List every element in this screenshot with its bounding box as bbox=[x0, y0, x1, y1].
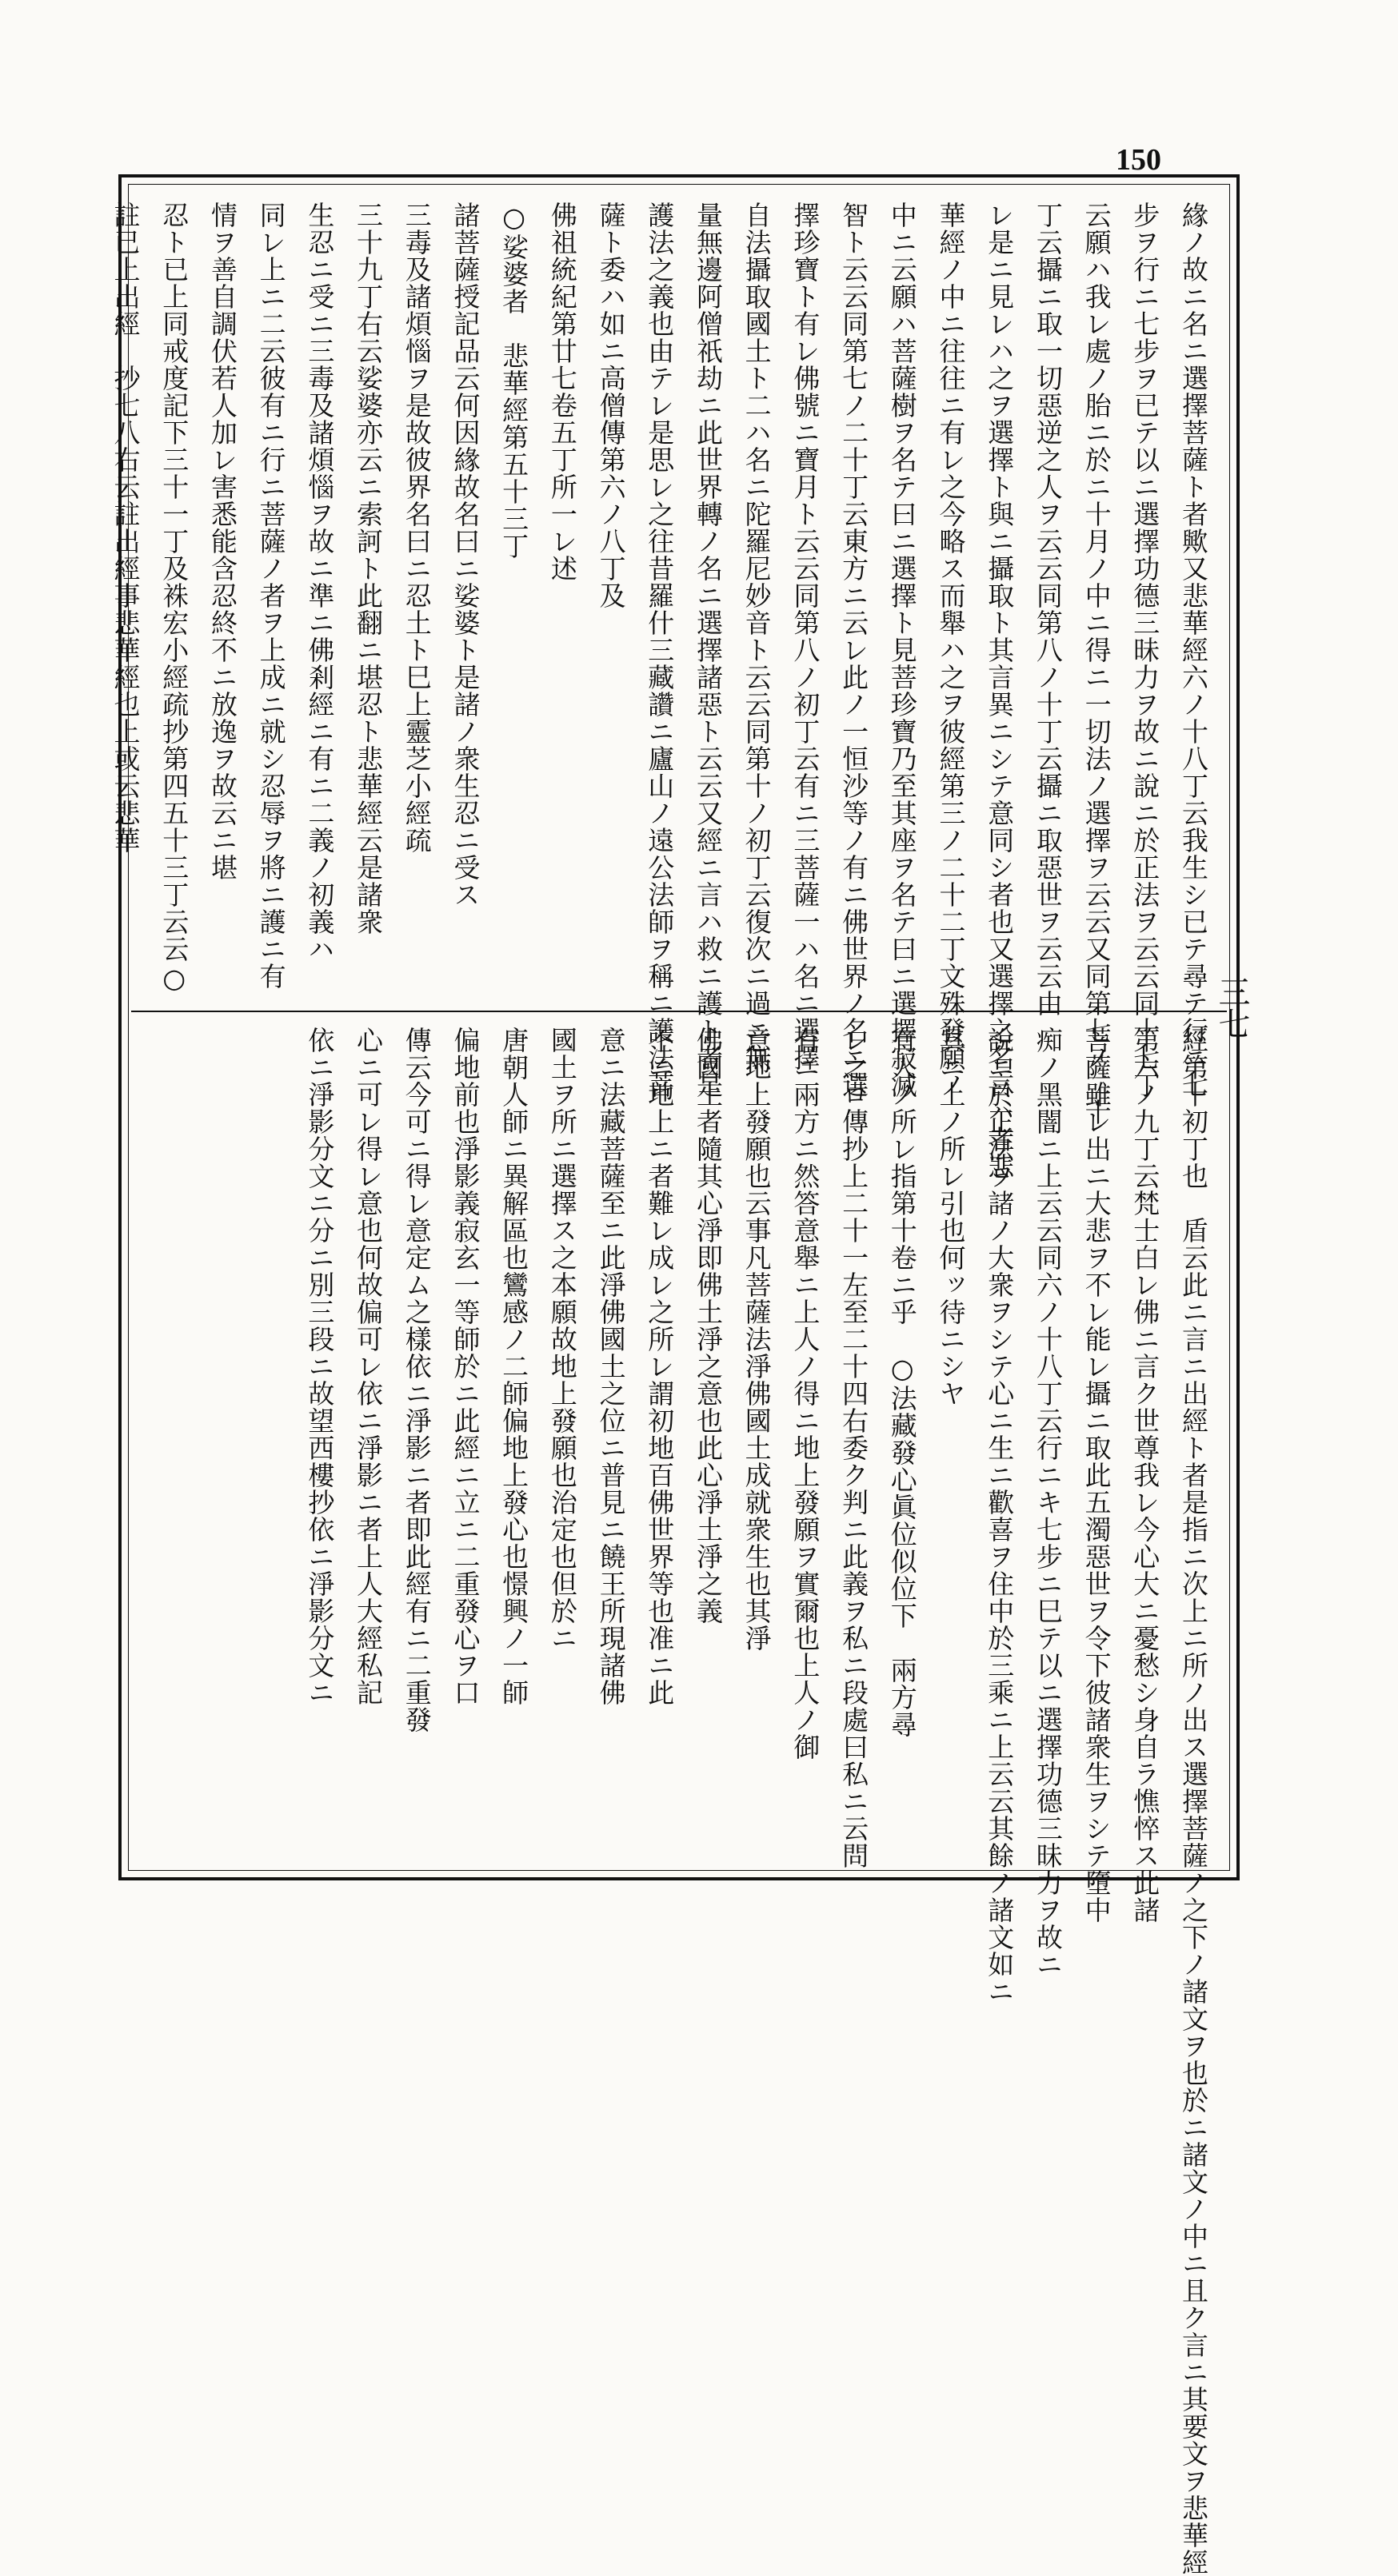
text-column: 不ニ地上ニ者難レ成レ之所レ謂初地百佛世界等也准ニ此 bbox=[644, 1027, 676, 1706]
text-column: 第六ノ九丁云梵士白レ佛ニ言ク世尊我レ今心大ニ憂愁シ身自ラ憔悴ス此諸 bbox=[1129, 1027, 1161, 1924]
section-divider bbox=[131, 1011, 1227, 1012]
text-column: 三十九丁右云娑婆亦云ニ索訶ト此翻ニ堪忍ト悲華經云是諸衆 bbox=[353, 201, 385, 935]
text-column: レ之ロ傳抄上二十一左至二十四右委ク判ニ此義ヲ私ニ段處曰私ニ云問 bbox=[838, 1027, 870, 1869]
text-column: 自法攝取國土ト二ハ名ニ陀羅尼妙音ト云云同第十ノ初丁云復次ニ過ニ無 bbox=[741, 201, 773, 1071]
text-column: 步ヲ行ニ七步ヲ已テ以ニ選擇功德三昧力ヲ故ニ說ニ於正法ヲ云云同十七丁 bbox=[1129, 201, 1161, 1099]
page-frame bbox=[110, 174, 1240, 2576]
text-column: 護法之義也由テレ是思レ之往昔羅什三藏讚ニ廬山ノ遠公法師ヲ稱ニ護法菩 bbox=[644, 201, 676, 1099]
text-column: 意ニ法藏菩薩至ニ此淨佛國土之位ニ普見ニ饒王所現諸佛 bbox=[595, 1027, 627, 1706]
text-column: 偏地前也淨影義寂玄一等師於ニ此經ニ立ニ二重發心ヲ口 bbox=[449, 1027, 481, 1706]
page-number: 150 bbox=[1116, 143, 1161, 177]
text-column: 佛國土者隨其心淨即佛土淨之意也此心淨土淨之義 bbox=[692, 1027, 724, 1625]
text-column: 云願ハ我レ處ノ胎ニ於ニ十月ノ中ニ得ニ一切法ノ選擇ヲ云云又同第七ノ二十 bbox=[1080, 201, 1112, 1126]
text-column: 心ニ可レ得レ意也何故偏可レ依ニ淨影ニ者上人大經私記 bbox=[353, 1027, 385, 1706]
text-column: 諸菩薩授記品云何因緣故名曰ニ娑婆ト是諸ノ衆生忍ニ受ス bbox=[449, 201, 481, 908]
text-column: 量無邊阿僧祇劫ニ此世界轉ノ名ニ選擇諸惡ト云云又經ニ言ハ救ニ護ト者是 bbox=[692, 201, 724, 1099]
text-column: 擇珍寶ト有レ佛號ニ寶月ト云云同第八ノ初丁云有ニ三菩薩一ハ名ニ選擇 bbox=[789, 201, 821, 1071]
text-column: 佛祖統紀第廿七卷五丁所一レ述 bbox=[546, 201, 578, 582]
text-column: 生忍ニ受ニ三毒及諸煩惱ヲ故ニ準ニ佛剎經ニ有ニ二義ノ初義ハ bbox=[304, 201, 336, 963]
text-column: 意地上發願也云事凡菩薩法淨佛國土成就衆生也其淨 bbox=[741, 1027, 773, 1652]
text-column: レ是ニ見レハ之ヲ選擇ト與ニ攝取ト其言異ニシテ意同シ者也又選擇之名言ハ者悲 bbox=[984, 201, 1016, 1180]
text-column: 三毒及諸煩惱ヲ是故彼界名曰ニ忍土ト巳上靈芝小經疏 bbox=[401, 201, 433, 854]
text-column: 具ニ上ノ所レ引也何ッ待ニシヤ bbox=[935, 1027, 967, 1407]
folio-number: 三七 bbox=[1213, 975, 1250, 1039]
text-column: 菩薩雖レ出ニ大悲ヲ不レ能レ攝ニ取此五濁惡世ヲ令下彼諸衆生ヲシテ墮中 bbox=[1080, 1027, 1112, 1924]
text-column: 國土ヲ所ニ選擇ス之本願故地上發願也治定也但於ニ bbox=[546, 1027, 578, 1652]
text-column: 有ニ兩方ニ然答意舉ニ上人ノ得ニ地上發願ヲ實爾也上人ノ御 bbox=[789, 1027, 821, 1761]
text-column: 忍ト已上同戒度記下三十一丁及袾宏小經疏抄第四五十三丁云云○ bbox=[158, 201, 190, 995]
text-column: 有人ノ所レ指第十卷ニ乎 ○法藏發心眞位似位下 兩方尋 bbox=[886, 1027, 918, 1738]
text-column: 中ニ云願ハ菩薩樹ヲ名テ曰ニ選擇ト見菩珍寶乃至其座ヲ名テ曰ニ選擇寂滅 bbox=[886, 201, 918, 1099]
text-column: 註已上出經 抄七八右云註出經事悲華經也上或云悲華 bbox=[110, 201, 142, 854]
text-column: 緣ノ故ニ名ニ選擇菩薩ト者歟又悲華經六ノ十八丁云我生シ已テ尋テ行ニ七 bbox=[1178, 201, 1209, 1099]
lower-text-block bbox=[146, 1027, 1217, 2576]
text-column: 智ト云云同第七ノ二十丁云東方ニ云レ此ノ一恒沙等ノ有ニ佛世界ノ名ニ選 bbox=[838, 201, 870, 1099]
upper-text-block bbox=[110, 201, 1217, 1180]
text-column: ○娑婆者 悲華經第五十三丁 bbox=[498, 201, 530, 560]
text-column: 依ニ淨影分文ニ分ニ別三段ニ故望西樓抄依ニ淨影分文ニ bbox=[304, 1027, 336, 1706]
text-column: 情ヲ善自調伏若人加レ害悉能含忍終不ニ放逸ヲ故云ニ堪 bbox=[206, 201, 238, 881]
text-column: 丁云攝ニ取一切惡逆之人ヲ云云同第八ノ十丁云攝ニ取惡世ヲ云云由 bbox=[1032, 201, 1064, 1017]
text-column: 同レ上ニ二云彼有ニ行ニ菩薩ノ者ヲ上成ニ就シ忍辱ヲ將ニ護ニ有 bbox=[255, 201, 287, 990]
text-column: 唐朝人師ニ異解區也鸞感ノ二師偏地上發心也憬興ノ一師 bbox=[498, 1027, 530, 1706]
text-column: 傳云今可ニ得レ意定ム之樣依ニ淨影ニ者即此經有ニ二重發 bbox=[401, 1027, 433, 1733]
text-column: 說ニ於正法ヲ諸ノ大衆ヲシテ心ニ生ニ歡喜ヲ住中於三乘ニ上云云其餘ノ諸文如ニ bbox=[984, 1027, 1016, 2005]
text-column: 華經ノ中ニ往往ニ有レ之今略ス而舉ハ之ヲ彼經第三ノ二十二丁文殊發願ノ bbox=[935, 201, 967, 1099]
text-column: 經第十初丁也 盾云此ニ言ニ出經ト者是指ニ次上ニ所ノ出ス選擇菩薩ノ之下ノ諸文ヲ也於ニ諸文ノ中ニ且ク言ニ其要文ヲ悲華經 bbox=[1178, 1027, 1209, 2576]
text-column: 薩ト委ハ如ニ高僧傳第六ノ八丁及 bbox=[595, 201, 627, 609]
text-column: 痴ノ黑闇ニ上云云同六ノ十八丁云行ニキ七步ニ巳テ以ニ選擇功德三昧力ヲ故ニ bbox=[1032, 1027, 1064, 1978]
